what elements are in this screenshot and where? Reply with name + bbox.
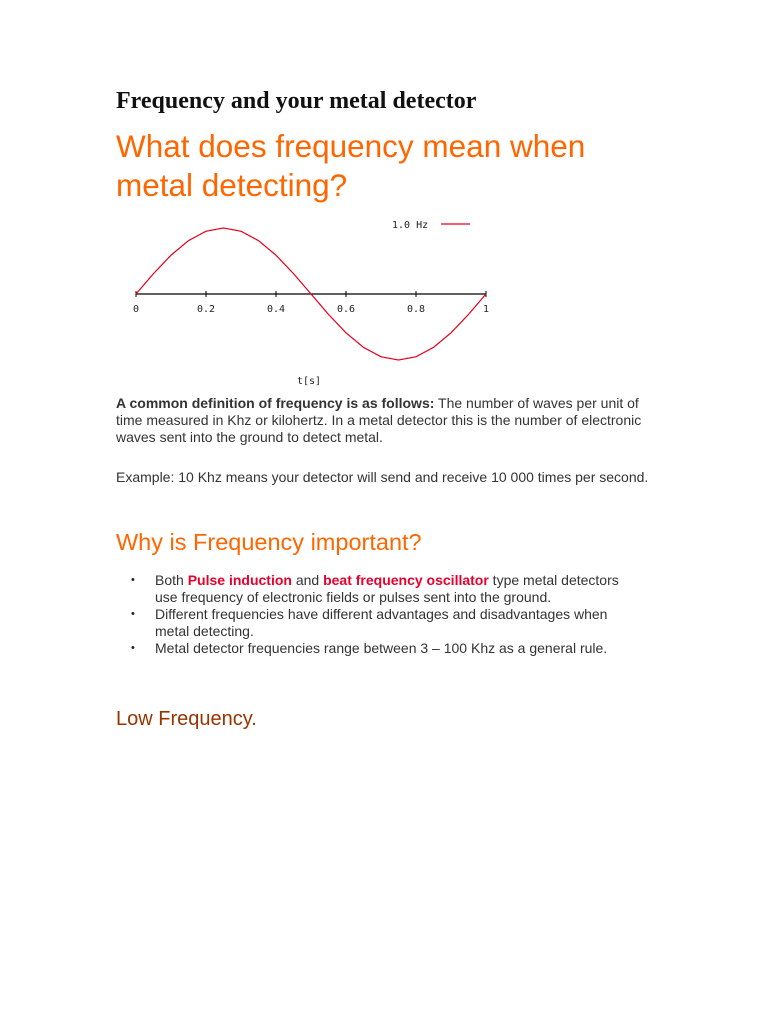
x-axis-label: t[s] bbox=[296, 376, 322, 387]
bullet-dot: • bbox=[131, 574, 135, 586]
low-frequency-heading: Low Frequency. bbox=[116, 708, 257, 730]
list-item: • Different frequencies have different advantages and disadvantages when metal detecting. bbox=[131, 606, 608, 639]
main-heading: What does frequency mean when metal detecting? bbox=[116, 128, 586, 203]
definition-lead: A common definition of frequency is as follows: bbox=[116, 395, 435, 411]
bullet-dot: • bbox=[131, 642, 135, 654]
definition-paragraph bbox=[116, 395, 656, 446]
definition-text: The number of waves per unit of time measured in Khz or kilohertz. In a metal detector this is the number of electronic waves sent into the ground to detect metal. bbox=[116, 395, 642, 445]
x-tick-label: 0.4 bbox=[266, 304, 286, 315]
sine-wave-chart bbox=[116, 210, 516, 395]
example-paragraph: Example: 10 Khz means your detector will send and receive 10 000 times per second. bbox=[116, 469, 649, 485]
x-tick-label: 0.6 bbox=[336, 304, 356, 315]
bullet-dot: • bbox=[131, 608, 135, 620]
x-tick-label: 0.8 bbox=[406, 304, 426, 315]
x-tick-label: 0.2 bbox=[196, 304, 216, 315]
importance-list bbox=[116, 572, 636, 657]
beat-frequency-oscillator-link[interactable]: beat frequency oscillator bbox=[323, 572, 489, 588]
x-tick-label: 1 bbox=[482, 304, 490, 315]
list-item: • Both Pulse induction and beat frequency oscillator type metal detectors use frequency of electronic fields or pulses sent into the ground. bbox=[131, 572, 619, 605]
frequency-chart bbox=[116, 210, 516, 395]
document-title: Frequency and your metal detector bbox=[116, 88, 477, 114]
legend-label: 1.0 Hz bbox=[392, 220, 429, 231]
why-heading: Why is Frequency important? bbox=[116, 529, 422, 555]
pulse-induction-link[interactable]: Pulse induction bbox=[187, 572, 292, 588]
list-item: • Metal detector frequencies range between 3 – 100 Khz as a general rule. bbox=[131, 640, 608, 656]
x-tick-label: 0 bbox=[132, 304, 140, 315]
